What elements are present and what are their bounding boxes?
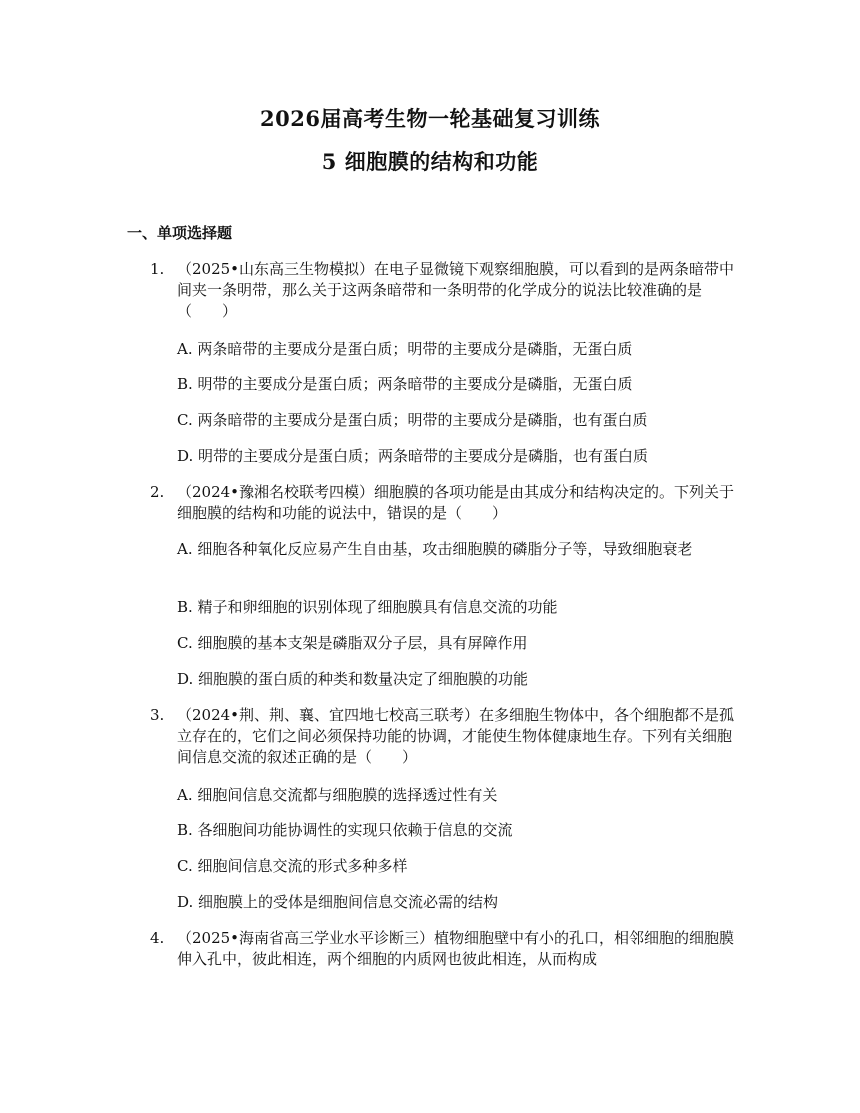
question-number: 4. bbox=[150, 929, 165, 947]
option-c: C. 细胞膜的基本支架是磷脂双分子层，具有屏障作用 bbox=[177, 634, 528, 652]
question-3 bbox=[150, 705, 740, 768]
option-c: C. 细胞间信息交流的形式多种多样 bbox=[177, 857, 408, 875]
question-4 bbox=[150, 928, 740, 970]
option-a: A. 细胞间信息交流都与细胞膜的选择透过性有关 bbox=[177, 786, 498, 804]
question-text: （2024•荆、荆、襄、宜四地七校高三联考）在多细胞生物体中，各个细胞都不是孤立存在的，它们之间必须保持功能的协调，才能使生物体健康地生存。下列有关细胞间信息交流的叙述正确的是（ ） bbox=[177, 706, 735, 766]
section-heading: 一、单项选择题 bbox=[127, 224, 233, 242]
option-a: A. 两条暗带的主要成分是蛋白质；明带的主要成分是磷脂，无蛋白质 bbox=[177, 340, 633, 358]
option-c: C. 两条暗带的主要成分是蛋白质；明带的主要成分是磷脂，也有蛋白质 bbox=[177, 411, 648, 429]
option-d: D. 明带的主要成分是蛋白质；两条暗带的主要成分是磷脂，也有蛋白质 bbox=[177, 447, 649, 465]
question-1 bbox=[150, 259, 740, 322]
option-b: B. 精子和卵细胞的识别体现了细胞膜具有信息交流的功能 bbox=[177, 598, 558, 616]
option-a: A. 细胞各种氧化反应易产生自由基，攻击细胞膜的磷脂分子等，导致细胞衰老 bbox=[177, 540, 693, 558]
question-2 bbox=[150, 482, 740, 524]
question-text: （2025•山东高三生物模拟）在电子显微镜下观察细胞膜，可以看到的是两条暗带中间夹一条明带，那么关于这两条暗带和一条明带的化学成分的说法比较准确的是（ ） bbox=[177, 260, 735, 320]
option-d: D. 细胞膜的蛋白质的种类和数量决定了细胞膜的功能 bbox=[177, 670, 529, 688]
document-title: 2026届高考生物一轮基础复习训练 bbox=[260, 106, 600, 131]
option-b: B. 各细胞间功能协调性的实现只依赖于信息的交流 bbox=[177, 821, 513, 839]
question-text: （2025•海南省高三学业水平诊断三）植物细胞壁中有小的孔口，相邻细胞的细胞膜伸入孔中，彼此相连，两个细胞的内质网也彼此相连，从而构成 bbox=[177, 929, 735, 968]
option-b: B. 明带的主要成分是蛋白质；两条暗带的主要成分是磷脂，无蛋白质 bbox=[177, 375, 633, 393]
question-text: （2024•豫湘名校联考四模）细胞膜的各项功能是由其成分和结构决定的。下列关于细胞膜的结构和功能的说法中，错误的是（ ） bbox=[177, 483, 735, 522]
question-number: 2. bbox=[150, 483, 165, 501]
option-d: D. 细胞膜上的受体是细胞间信息交流必需的结构 bbox=[177, 893, 499, 911]
document-subtitle: 5 细胞膜的结构和功能 bbox=[321, 149, 539, 174]
question-number: 1. bbox=[150, 260, 165, 278]
question-number: 3. bbox=[150, 706, 165, 724]
